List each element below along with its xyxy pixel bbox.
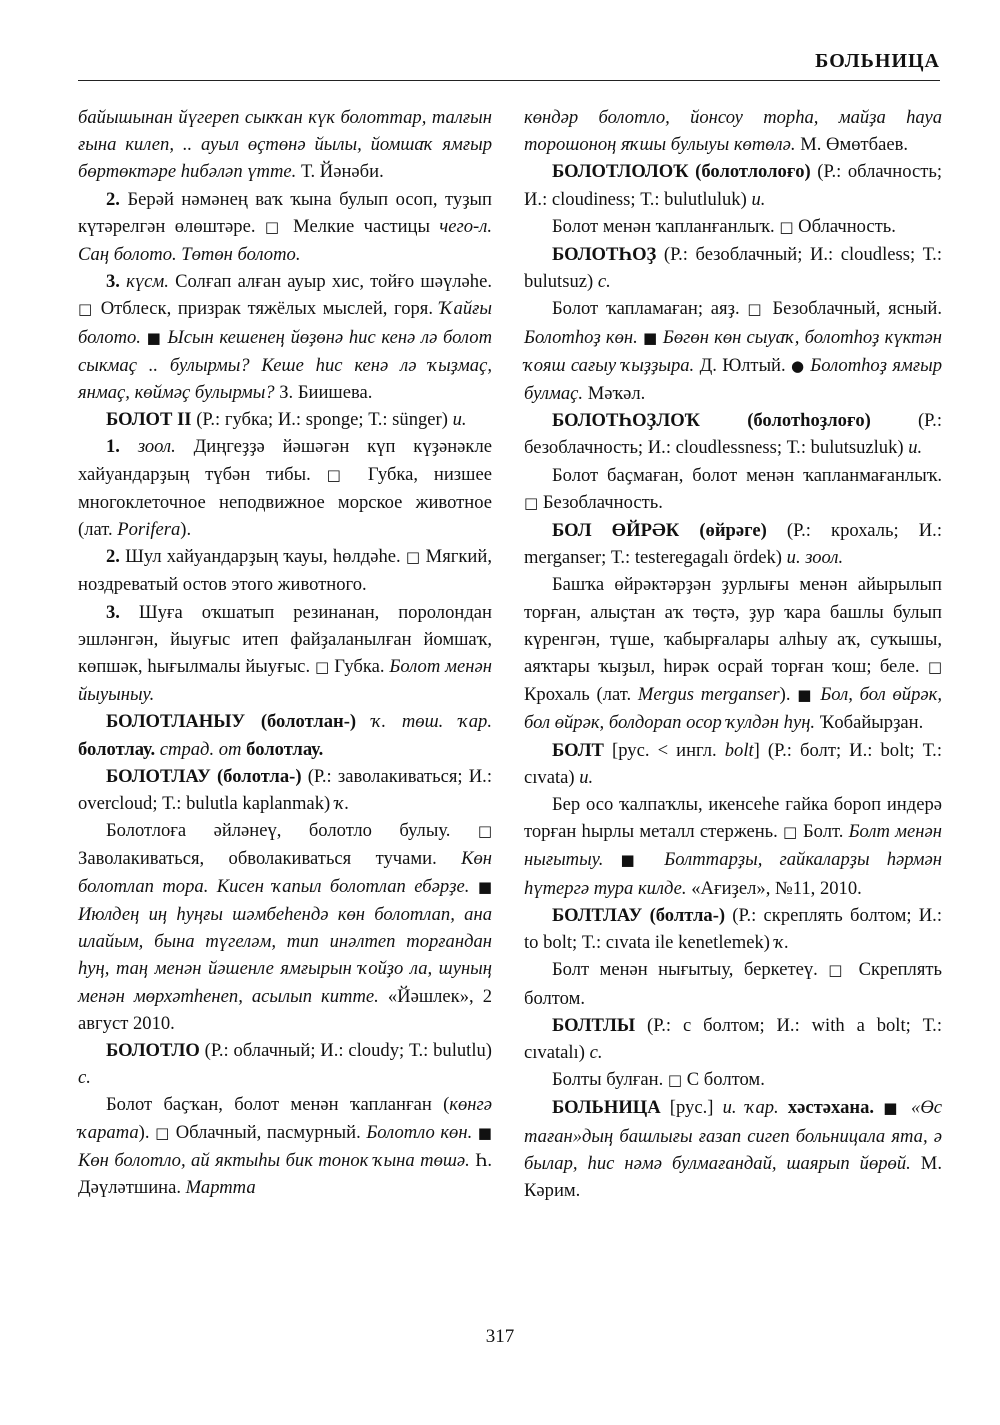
dictionary-paragraph: [78, 186, 492, 269]
italic-text: Mergus merganser: [637, 684, 780, 706]
body-text: Безоблачность.: [538, 491, 663, 513]
marker-symbol: ■: [642, 328, 658, 347]
body-text: Заволакиваться, обволакиваться тучами.: [78, 848, 462, 870]
italic-text: с.: [589, 1041, 603, 1063]
dictionary-paragraph: [78, 1037, 492, 1091]
body-text: Облачность.: [793, 215, 896, 237]
body-text: «Ағиҙел», №11, 2010.: [686, 877, 862, 899]
body-text: Болт менән нығытыу, беркетеү.: [552, 959, 829, 981]
body-text: Болот менән ҡапланғанлыҡ.: [552, 215, 780, 237]
italic-text: зоол.: [137, 436, 176, 458]
headword-text: 1.: [106, 436, 120, 458]
italic-text: и.: [751, 188, 766, 210]
body-text: ).: [138, 1121, 156, 1143]
italic-text: Көн болотлап тора. Кисен ҡапыл болотлап ебәрҙе.: [78, 848, 492, 897]
italic-text: байышынан йүгереп сыкҡан күк болоттар, талғын ғына килеп, .. ауыл өҫтөнә йылы, йомшаҡ ямғыр бөртөктәре һибәләп үтте.: [78, 107, 492, 183]
body-text: Бер осо ҡалпаҡлы, икенсеһе гайка бороп индерә торған һырлы металл стержень.: [524, 794, 942, 843]
body-text: Шул хайуандарҙың ҡауы, һөлдәһе.: [119, 546, 406, 568]
italic-text: ҡ. төш. ҡар.: [371, 711, 492, 733]
italic-text: Бөгөн көн сыуаҡ, болотһоҙ күктән ҡояш сағыу ҡыҙҙыра.: [524, 326, 942, 376]
body-text: (Р.: губка; И.: sponge; Т.: sünger): [191, 409, 453, 431]
italic-text: Болт менән нығытыу.: [524, 821, 942, 871]
dictionary-paragraph: [524, 737, 942, 791]
italic-text: bolt: [724, 739, 754, 761]
italic-text: көндәр болотло, йонсоу торһа, майҙа һауа торошоноң яҡшы булыуы көтөлә.: [524, 107, 942, 156]
headword-text: (болотлолоғо): [695, 161, 811, 183]
dictionary-paragraph: [524, 902, 942, 956]
headword-text: БОЛТЛЫ: [552, 1014, 636, 1036]
dictionary-paragraph: [524, 104, 942, 158]
body-text: ).: [779, 684, 798, 706]
body-text: Шуға оҡшатып резинанан, поролондан эшләнгән, йыуғыс итеп файҙаланылған йомшаҡ, көпшәк, һығылмалы йыуғыс.: [78, 601, 492, 678]
body-text: М. Өмөтбаев.: [795, 134, 909, 156]
headword-text: 3.: [106, 271, 120, 293]
italic-text: Көн болотло, ай яктыһы бик тонок ҡына төшә.: [78, 1149, 470, 1171]
italic-text: и. ҡар.: [722, 1097, 779, 1119]
marker-symbol: □: [314, 658, 330, 677]
body-text: Башҡа өйрәктәрҙән ҙурлығы менән айырылып торған, алыҫтан аҡ төҫтә, ҙур ҡара башлы булып күренгән, түше, ҡабырғалары алһыу аҡ, суҡышы, аяҡтары ҡыҙыл, һирәк осрай торған ҡош; беле.: [524, 574, 942, 678]
marker-symbol: □: [828, 961, 849, 980]
page-number: 317: [485, 1326, 515, 1347]
body-text: Крохаль (лат.: [524, 684, 638, 706]
body-text: Болотлоға әйләнеү, болотло булыу.: [106, 820, 478, 842]
dictionary-paragraph: [524, 956, 942, 1011]
body-text: (Р.: облачный; И.: cloudy; Т.: bulutlu): [199, 1039, 492, 1061]
body-text: Болот баҫмаған, болот менән ҡапланмағанлыҡ.: [552, 464, 942, 486]
body-text: Безоблачный, ясный.: [764, 298, 942, 320]
body-text: З. Биишева.: [274, 382, 373, 404]
marker-symbol: □: [747, 300, 765, 319]
headword-text: БОЛЬНИЦА: [552, 1097, 661, 1119]
headword-text: БОЛОТЛОЛОҠ: [552, 161, 689, 183]
body-text: (Р.: крохаль; И.: merganser; Т.: testeregagalı ördek): [524, 520, 942, 569]
headword-text: болотлау.: [78, 738, 156, 760]
marker-symbol: □: [477, 822, 492, 841]
body-text: [245, 711, 261, 732]
italic-text: с.: [597, 271, 611, 293]
dictionary-paragraph: [524, 1012, 942, 1066]
dictionary-paragraph: [524, 571, 942, 736]
body-text: Скреплять болтом.: [524, 959, 942, 1009]
dictionary-paragraph: [78, 406, 492, 433]
headword-text: 2.: [106, 546, 120, 568]
dictionary-paragraph: [78, 1091, 492, 1201]
headword-text: (болотлан-): [260, 711, 357, 733]
marker-symbol: □: [524, 493, 539, 512]
italic-text: Ҡайғы болото.: [78, 298, 492, 348]
body-text: [120, 436, 138, 457]
dictionary-paragraph: [524, 1094, 942, 1204]
body-text: Т. Йәнәби.: [296, 161, 384, 183]
marker-symbol: □: [783, 823, 798, 842]
dictionary-paragraph: [78, 433, 492, 543]
marker-symbol: ■: [883, 1099, 902, 1118]
italic-text: и.: [908, 437, 923, 459]
italic-text: Болттарҙы, гайкаларҙы һәрмән һүтергә тура килде.: [524, 849, 942, 899]
headword-text: (болотла-): [216, 765, 302, 787]
italic-text: ҡ.: [334, 793, 350, 815]
dictionary-paragraph: [524, 158, 942, 212]
body-text: (Р.: безоблачность; И.: cloudlessness; Т.: bulutsuzluk): [524, 410, 942, 459]
body-text: Диңгеҙҙә йәшәгән күп күҙәнәкле хайуандарҙың түбән тибы.: [78, 436, 492, 485]
dictionary-paragraph: [524, 295, 942, 407]
italic-text: Мартта: [185, 1176, 256, 1198]
left-column: [78, 104, 492, 1201]
body-text: Болот ҡапламаған; аяҙ.: [552, 298, 748, 320]
body-text: [469, 876, 477, 897]
marker-symbol: ■: [477, 1123, 492, 1142]
body-text: М. Кәрим.: [524, 1152, 942, 1201]
italic-text: Болотһоҙ көн.: [524, 326, 638, 348]
marker-symbol: □: [405, 548, 421, 567]
italic-text: Болот менән йыуыныу.: [78, 656, 492, 706]
body-text: «Йәшлек», 2 август 2010.: [78, 985, 492, 1034]
marker-symbol: □: [927, 658, 942, 677]
italic-text: Porifera: [117, 519, 181, 541]
italic-text: с.: [78, 1067, 91, 1089]
body-text: [874, 1097, 883, 1118]
body-text: (Р.: с болтом; И.: with a bolt; Т.: cıvatalı): [524, 1014, 942, 1063]
marker-symbol: □: [264, 217, 284, 236]
italic-text: Бол, бол өйрәк, бол өйрәк, болдорап осор ҡулдән һуң.: [524, 684, 942, 734]
body-text: [642, 905, 649, 926]
body-text: [356, 711, 372, 732]
dictionary-paragraph: [524, 1066, 942, 1094]
dictionary-paragraph: [78, 104, 492, 186]
dictionary-paragraph: [78, 268, 492, 406]
italic-text: көнгә ҡарата: [78, 1094, 492, 1143]
body-text: С болтом.: [682, 1069, 765, 1091]
headword-text: БОЛОТ II: [106, 409, 192, 431]
headword-text: БОЛ ӨЙРӘК: [552, 520, 680, 542]
dictionary-paragraph: [524, 791, 942, 902]
body-text: Д. Юлтый.: [694, 354, 792, 376]
body-text: [679, 520, 699, 541]
italic-text: и. зоол.: [786, 547, 844, 569]
dictionary-paragraph: [524, 241, 942, 295]
body-text: Мягкий, ноздреватый остов этого животного.: [78, 546, 492, 596]
body-text: Мелкие частицы: [283, 215, 440, 237]
dictionary-paragraph: [78, 599, 492, 709]
headword-text: (өйрәге): [699, 520, 767, 542]
marker-symbol: ■: [477, 877, 492, 896]
marker-symbol: ■: [620, 851, 648, 870]
dictionary-paragraph: [78, 817, 492, 1037]
headword-text: хәстәхана.: [787, 1097, 875, 1119]
headword-text: БОЛОТЛО: [106, 1039, 200, 1061]
headword-text: (болотһоҙлоғо): [747, 410, 871, 432]
marker-symbol: ■: [146, 328, 162, 347]
body-text: [рус. < ингл.: [603, 739, 725, 761]
marker-symbol: □: [667, 1071, 683, 1090]
body-text: [902, 1097, 911, 1118]
dictionary-paragraph: [524, 517, 942, 571]
body-text: Ҡобайырҙан.: [815, 712, 924, 734]
body-text: Губка.: [329, 656, 390, 678]
right-column: [524, 104, 942, 1204]
header-rule: [78, 80, 940, 81]
italic-text: Ысын кешенең йөҙөнә һис кенә лә болот сыкмаҫ .. булырмы? Кеше һис кенә лә ҡыҙмаҫ, янмаҫ, көймәҫ булырмы?: [78, 326, 492, 404]
headword-text: БОЛОТЛАНЫУ: [106, 711, 246, 733]
italic-text: и.: [452, 409, 467, 431]
dictionary-paragraph: [524, 213, 942, 241]
headword-text: БОЛОТҺОҘ: [552, 244, 657, 266]
italic-text: Июлдең иң һуңғы шәмбеһендә көн болотлап, ана илайым, бына түгеләм, тип инәлтеп торғандан һуң, таң менән йәшенле ямғырын ҡойҙо ла, шуның менән мөрхәтһенеп, асылып китте.: [78, 903, 492, 1007]
body-text: (Р.: скреплять болтом; И.: to bolt; Т.: cıvata ile kenetlemek): [524, 904, 942, 954]
body-text: Берәй нәмәнең ваҡ ҡына булып осоп, туҙып күтәрелгән өлөштәре.: [78, 188, 492, 237]
headword-text: (болтла-): [649, 904, 726, 926]
body-text: [700, 410, 747, 431]
italic-text: Болотһоҙ ямғыр булмаҫ.: [524, 354, 943, 405]
headword-text: болотлау.: [246, 738, 324, 760]
headword-text: БОЛТ: [552, 739, 604, 761]
headword-text: БОЛОТЛАУ: [106, 765, 211, 787]
body-text: Болот баҫҡан, болот менән ҡапланған (: [106, 1094, 450, 1116]
marker-symbol: ■: [797, 686, 814, 705]
body-text: ] (Р.: болт; И.: bolt; Т.: cıvata): [524, 739, 942, 788]
italic-text: чего-л. Саң болото. Төтөн болото.: [78, 215, 492, 266]
headword-text: 2.: [106, 188, 120, 210]
marker-symbol: □: [779, 217, 794, 236]
marker-symbol: □: [155, 1123, 171, 1142]
dictionary-paragraph: [78, 543, 492, 598]
running-head: БОЛЬНИЦА: [815, 50, 940, 72]
body-text: (Р.: безоблачный; И.: cloudless; Т.: bulutsuz): [524, 244, 942, 293]
dictionary-paragraph: [78, 708, 492, 762]
marker-symbol: □: [78, 300, 95, 319]
italic-text: «Өс таған»дың башлығы ғазап сигеп больницала ята, ә былар, һис нәмә булмағандай, шаярып йөрөй.: [524, 1097, 942, 1174]
body-text: Отблеск, призрак тяжёлых мыслей, горя.: [94, 298, 440, 320]
marker-symbol: ●: [791, 356, 805, 375]
body-text: [779, 1097, 788, 1118]
body-text: (Р.: заволакиваться; И.: overcloud; Т.: bulutla kaplanmak): [78, 765, 492, 815]
body-text: [647, 849, 664, 870]
dictionary-paragraph: [524, 407, 942, 461]
headword-text: 3.: [106, 601, 120, 623]
italic-text: Болотло көн.: [366, 1121, 473, 1143]
body-text: Болт.: [797, 821, 849, 843]
italic-text: и.: [579, 766, 594, 788]
body-text: [рус.]: [660, 1097, 723, 1119]
body-text: Губка, низшее многоклеточное неподвижное морское животное (лат.: [78, 463, 492, 541]
dictionary-paragraph: [524, 462, 942, 517]
body-text: Мәҡәл.: [583, 383, 646, 405]
body-text: Облачный, пасмурный.: [170, 1121, 367, 1143]
italic-text: страд. от: [159, 738, 242, 760]
body-text: Һ. Дәүләтшина.: [78, 1149, 493, 1198]
headword-text: БОЛОТҺОҘЛОҠ: [552, 410, 701, 432]
body-text: [603, 849, 620, 870]
body-text: ).: [180, 519, 192, 541]
italic-text: ҡ.: [774, 932, 790, 954]
dictionary-paragraph: [78, 763, 492, 817]
italic-text: күсм.: [126, 271, 169, 293]
marker-symbol: □: [326, 465, 352, 484]
body-text: Солғап алған ауыр хис, тойғо шәүләһе.: [168, 271, 492, 293]
headword-text: БОЛТЛАУ: [552, 904, 643, 926]
body-text: Болты булған.: [552, 1069, 668, 1091]
body-text: (Р.: облачность; И.: cloudiness; Т.: bulutluluk): [524, 161, 942, 210]
